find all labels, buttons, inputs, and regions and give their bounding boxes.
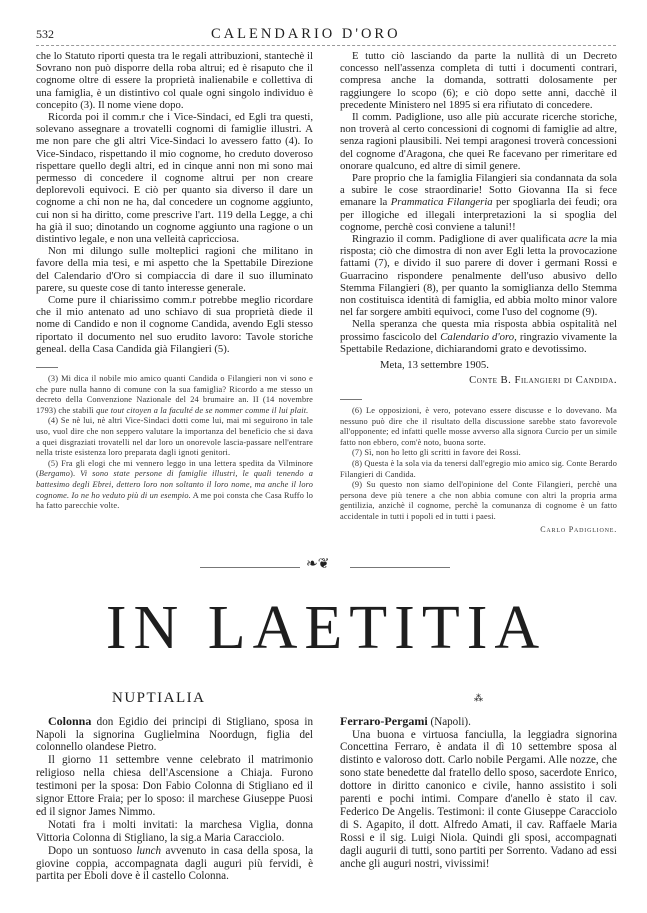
italic-text: Prammatica Filangeria: [390, 196, 493, 209]
text-run: (7) Sì, non ho letto gli scritti in favore dei Rossi.: [352, 448, 521, 458]
left-column-body: [36, 50, 313, 355]
italic-text: que tout citoyen a la faculté de se nommer comme il lui plait.: [96, 405, 309, 415]
paragraph: [36, 294, 313, 355]
text-run: (3) Mi dica il nobile mio amico quanti Candida o Filangieri non vi sono e che pure nulla hanno di comune con la sua famiglia? Ricordo a me stesso un decreto della Convenzione Nazionale del 24 brumaire an. II (14 novembre 1793) che stabilì: [36, 374, 313, 415]
italic-text: Bergamo: [38, 469, 71, 479]
text-run: Come pure il chiarissimo comm.r potrebbe meglio ricordare che il mio antenato ad uno schiavo di sua proprietà diede il nome di Candido e non il cognome Candida, avendo Egli stesso riportato il documento nel suo erudito lavoro: Tavole storiche geneal. della Casa Candida già Filangieri (5).: [36, 294, 313, 355]
text-run: Ringrazio il comm. Padiglione di aver qualificata: [352, 233, 569, 246]
text-run: ringrazio vivamente la Spettabile Redazione, dichiarandomi grato e devotissimo.: [340, 330, 617, 355]
footnote-signature: Carlo Padiglione.: [540, 524, 617, 534]
text-run: Notati fra i molti invitati: la marchesa Viglia, donna Vittoria Colonna di Stigliano, la sig.a Maria Caracciolo.: [36, 818, 313, 844]
text-run: (8) Questa è la sola via da tenersi dall'egregio mio amico sig. Conte Berardo Filangieri di Candida.: [340, 459, 617, 479]
text-run: Non mi dilungo sulle molteplici ragioni che militano in favore della mia tesi, e mi aspetto che la Spettabile Direzione del Calendario d'Oro si compiaccia di dare il suo illuminato parere, su queste cose di tanto interesse generale.: [36, 245, 313, 294]
text-run: Una buona e virtuosa fanciulla, la leggiadra signorina Concettina Ferraro, è andata il dì 10 settembre sposa al distinto e valoroso dott. Carlo nobile Pergami. Alle nozze, che sono state benedette dal fratello dello sposo, sacerdote Enrico, dottore in diritto canonico e civile, hanno assistito i soli parenti e pochi intimi. Compare d'anello è stato il cav. Federico De Angelis. Testimoni: il conte Giuseppe Caracciolo di S. Agapito, il dott. Alfredo Amati, il cav. Raffaele Maria Rossi e il sig. Luigi Niola. Quindi gli sposi, accompagnati dagli augurii di tutti, sono partiti per Sorrento. Vadano ad essi anche gli auguri nostri, vivissimi!: [340, 728, 617, 870]
text-run: per spogliarla dei feudi; ora per illogiche ed illegali interpretazioni la si spoglia del cognome, perchè così conviene a taluni!!: [340, 196, 617, 233]
text-run: E tutto ciò lasciando da parte la nullità di un Decreto concesso nell'assenza completa di tutti i documenti contrari, compresa anche la domanda, sottratti dolosamente per raggiungere lo scopo (6); e ciò dopo sette anni, dacchè il precedente Ministero nel 1895 si era rifiutato di concedere.: [340, 50, 617, 111]
right-column: [340, 46, 617, 535]
text-run: (9) Su questo non siamo dell'opinione del Conte Filangieri, perchè una persona deve più tenere a che non abbia comune con altri la propria arma gentilizia, anzichè il cognome, perchè la comunanza di cognome è un fatto accidentale in tutti i popoli ed in tutti i paesi.: [340, 480, 617, 522]
nuptialia-right: [340, 689, 617, 871]
letter-signature: Conte B. Filangieri di Candida.: [469, 374, 617, 387]
page-header: [36, 26, 617, 43]
left-footnotes: [36, 367, 313, 512]
paragraph: [340, 50, 617, 111]
paragraph: [36, 845, 313, 884]
right-paragraphs: [340, 50, 617, 355]
footnote-rule: [36, 367, 58, 368]
paragraph: [36, 245, 313, 294]
text-run: Il comm. Padiglione, uso alle più accurate ricerche storiche, non troverà al certo concessioni di cognomi di famiglie ad altre, senza ragioni plausibili. Nei tempi aragonesi troverà concessioni del cognome d'Aragona, che quei Re facevano per rimeritare ed onorare qualcuno, ed altre di simil genere.: [340, 111, 617, 172]
text-run: avvenuto in casa della sposa, la giovine coppia, accompagnata dagli auguri più fervidi, è partita per Eboli dove è il castello Colonna.: [36, 844, 313, 883]
section-ornament: [200, 556, 450, 575]
left-column: [36, 46, 313, 512]
text-run: don Egidio dei principi di Stigliano, sposa in Napoli la signorina Guglielmina Noordugn, figlia del colonnello olandese Pietro.: [36, 715, 313, 754]
nuptialia-colonna: [36, 715, 313, 884]
paragraph: [340, 448, 617, 459]
right-footnote-list: [340, 406, 617, 523]
footnote-rule: [340, 399, 362, 400]
asterism-icon: ⁂: [474, 692, 483, 703]
article-columns: [36, 46, 617, 535]
italic-text: Calendario d'oro,: [440, 330, 517, 343]
paragraph: [36, 459, 313, 512]
text-run: (Napoli).: [427, 715, 471, 728]
left-footnote-list: [36, 374, 313, 512]
nuptialia-columns: [36, 689, 617, 884]
paragraph: [36, 819, 313, 845]
fleuron-icon: ❧❦: [306, 556, 330, 572]
text-run: Ricorda poi il comm.r che i Vice-Sindaci, ed Egli tra questi, solevano assegnare a trovatelli cognomi di famiglie illustri. A me non pare che gli altri Vice-Sindaci lo avessero fatto (4). Io Vice-Sindaco, rispettando il mio cognome, ho creduto doveroso rispettare quello degli altri, ed in cinque anni non mi sono mai permesso di concedere il cognome altrui per non creare deplorevoli equivoci. E ciò per quanto sia diverso il dare un cognome a chi non ne ha, dal concedere un cognome aggiunto, cui non si ha diritto, come prescrive l'art. 119 della Legge, a chi ha già il suo; dinotando un cognome aggiunto una ragione o un distintivo legale, e non una velleità capricciosa.: [36, 111, 313, 246]
paragraph: [36, 374, 313, 416]
paragraph: [340, 111, 617, 172]
ornament-line-left: [200, 567, 300, 568]
italic-text: Vi sono state persone di famiglie illustri, le quali tenendo a battesimo degli Ebrei, dettero loro non soltanto il loro nome, ma anche il loro cognome. Io ne ho veduto più di un esempio.: [36, 469, 313, 500]
text-run: Dopo un sontuoso: [48, 844, 137, 857]
text-run: Pare proprio che la famiglia Filangieri sia condannata da sola a subire le cose straordinarie! Sotto Giovanna IIa si fece emanare la: [340, 172, 617, 209]
text-run: (4) Se nè lui, nè altri Vice-Sindaci dotti come lui, mai mi seguirono in tale uso, vuol dire che non seppero valutare la importanza del beneficio che si dava a quei disgraziati trovatelli nel dar loro un onorevole lascia-passare nell'entrare nella triste esistenza loro preparata dagli ignoti genitori.: [36, 416, 313, 458]
paragraph: [36, 50, 313, 111]
section-title: IN LAETITIA: [105, 593, 547, 662]
text-run: (6) Le opposizioni, è vero, potevano essere discusse e lo dovevano. Ma nessuno può dire che il risultato della discussione sarebbe stato favorevole all'opponente; ed infatti quelle mosse avverso alla signora Curcio per un simile fatto non ebbero, com'è noto, buona sorte.: [340, 406, 617, 447]
italic-text: lunch: [136, 844, 162, 857]
right-column-body: [340, 50, 617, 387]
paragraph: [340, 172, 617, 233]
nuptialia-left: [36, 689, 313, 884]
text-run: Il giorno 11 settembre venne celebrato il matrimonio religioso nella chiesa dell'Ascensione a Chiaja. Furono testimoni per la sposa: Don Fabio Colonna di Stigliano ed il signor Ettore Fraia; per lo sposo: il marchese Giuseppe Puosi ed il signor James Nimmo.: [36, 754, 313, 818]
entry-name: Colonna: [48, 713, 92, 728]
page-number: 532: [36, 27, 54, 41]
paragraph: [36, 416, 313, 458]
paragraph: [340, 729, 617, 871]
paragraph: [340, 318, 617, 355]
text-run: ).: [70, 469, 81, 479]
paragraph: [340, 233, 617, 318]
text-run: (5) Fra gli elogi che mi vennero leggo in una lettera spedita da Vilminore (: [36, 458, 313, 479]
paragraph: [340, 459, 617, 480]
paragraph: [36, 754, 313, 819]
text-run: che lo Statuto riporti questa tra le regali attribuzioni, stantechè il Sovrano non può disporre della roba altrui; ed è risaputo che il cognome oltre di essere la proprietà inalienabile e collettiva di una famiglia, è un distintivo col quale ogni singolo individuo è concepito (3). Il nome viene dopo.: [36, 50, 313, 111]
letter-date: Meta, 13 settembre 1905.: [380, 359, 489, 372]
right-footnotes: [340, 399, 617, 535]
paragraph: [340, 406, 617, 448]
paragraph: [36, 111, 313, 245]
entry-name: Ferraro-Pergami: [340, 713, 428, 728]
paragraph: [340, 715, 617, 729]
running-title: CALENDARIO D'ORO: [211, 26, 401, 42]
nuptialia-ferraro-pergami: [340, 715, 617, 871]
italic-text: acre: [568, 233, 588, 246]
ornament-line-right: [350, 567, 450, 568]
paragraph: [36, 715, 313, 755]
text-run: Nella speranza che questa mia risposta abbia ospitalità nel prossimo fascicolo del: [340, 318, 617, 343]
section-subtitle: NUPTIALIA: [112, 689, 206, 706]
paragraph: [340, 480, 617, 522]
text-run: A me poi consta che Casa Ruffo lo ha fatto parecchie volte.: [36, 490, 313, 511]
text-run: la mia risposta; ciò che dimostra di non aver Egli letta la provocazione fattami (7), e divido il suo parere di dover i germani Rossi e Guarracino rispondere penalmente dell'uso abusivo dello Stemma Filangieri (8), per quanto la somiglianza dello Stemma non costituisca identità di famiglia, ed abbia molto minor valore nel far sorgere ambiti equivoci, come l'uso del cognome (9).: [340, 233, 617, 319]
